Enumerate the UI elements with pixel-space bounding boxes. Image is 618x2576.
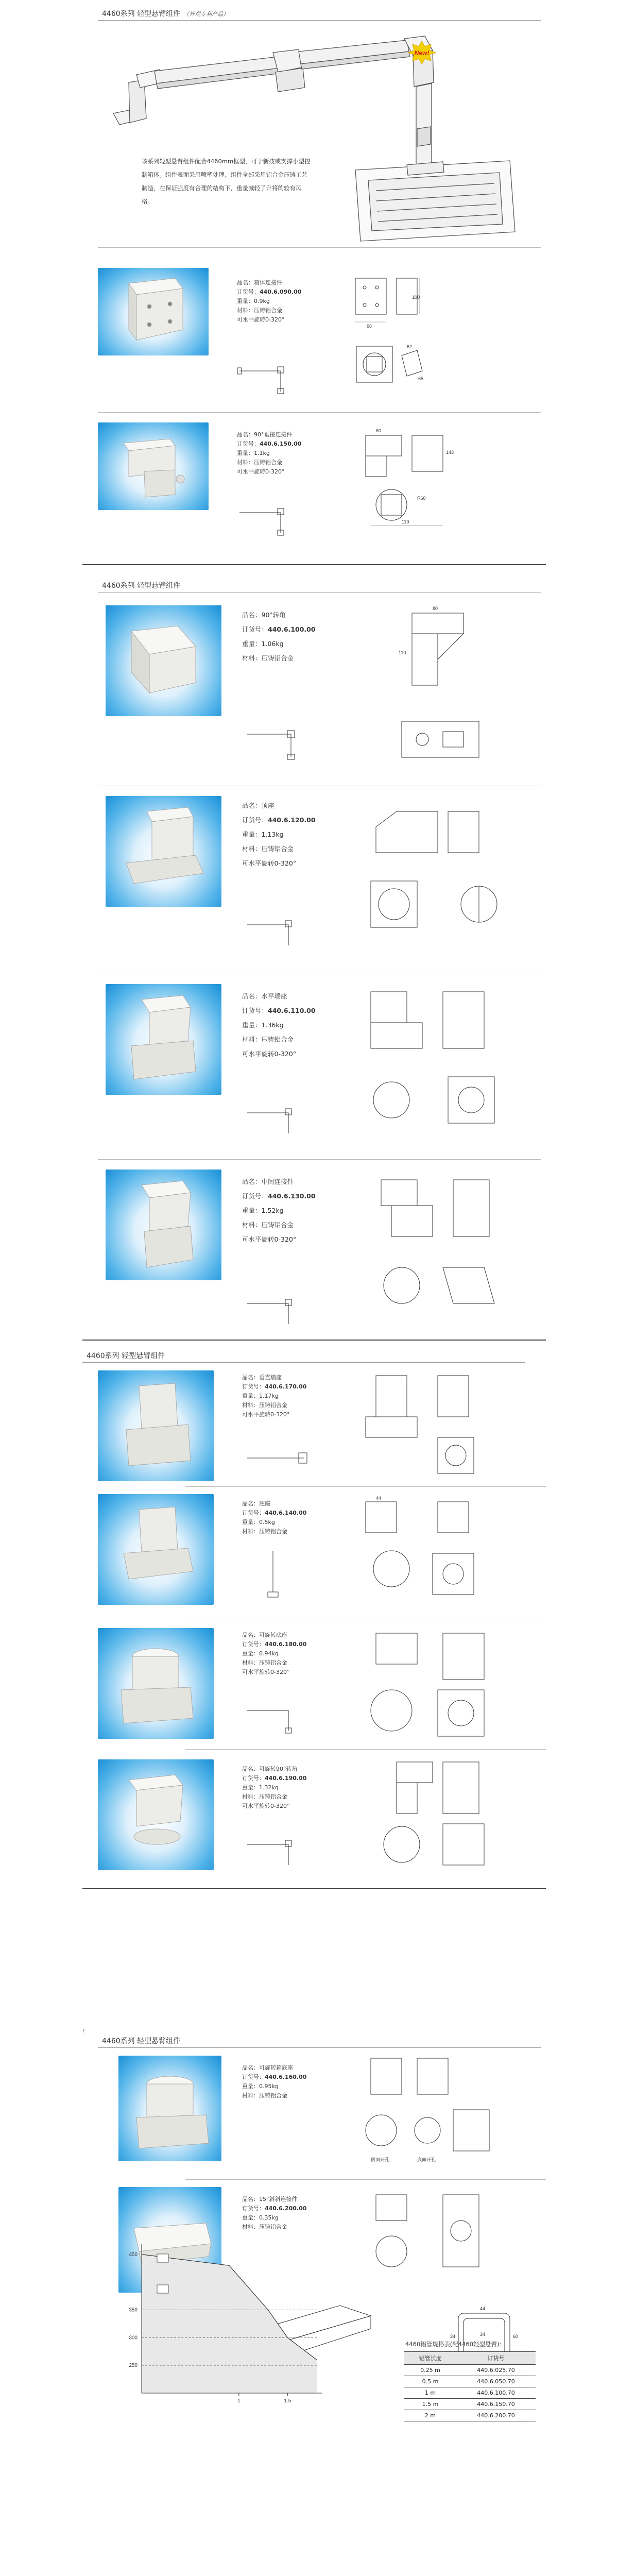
weight-value: 0.5kg bbox=[259, 1519, 275, 1526]
name-label: 品名： bbox=[242, 2196, 259, 2202]
order-number: 440.6.120.00 bbox=[268, 816, 316, 824]
product-photo bbox=[98, 1628, 214, 1739]
table-cell: 440.6.025.70 bbox=[456, 2365, 536, 2376]
order-number: 440.6.200.00 bbox=[265, 2205, 307, 2212]
tech-drawing bbox=[360, 981, 505, 1059]
order-label: 订货号： bbox=[242, 1775, 265, 1782]
chart-x-tick: 1 bbox=[237, 2398, 241, 2404]
dim-label: 110 bbox=[402, 519, 409, 524]
section-header-1 bbox=[98, 5, 541, 21]
tech-drawing bbox=[350, 273, 422, 335]
chart-box-icon bbox=[157, 2285, 168, 2293]
weight-label: 重量： bbox=[242, 1784, 259, 1791]
name-label: 品名： bbox=[242, 992, 262, 1000]
chart-box-icon bbox=[157, 2254, 168, 2262]
weight-label: 重量： bbox=[242, 1207, 262, 1214]
tech-drawing bbox=[355, 1072, 510, 1128]
section-title: 4460系列 轻型悬臂组件 bbox=[102, 2037, 181, 2045]
dim-label: 60 bbox=[513, 2334, 519, 2339]
material-label: 材料： bbox=[242, 1036, 262, 1043]
product-name: 水平墙座 bbox=[261, 992, 287, 1000]
section-header-2 bbox=[98, 577, 541, 592]
rotate-note: 可水平旋转0-320° bbox=[242, 1803, 290, 1809]
chart-y-tick: 350 bbox=[129, 2307, 138, 2313]
weight-label: 重量： bbox=[242, 2083, 259, 2090]
material-value: 压铸铝合金 bbox=[254, 307, 282, 314]
product-spec bbox=[242, 2195, 306, 2232]
name-label: 品名： bbox=[242, 802, 262, 809]
material-value: 压铸铝合金 bbox=[261, 654, 294, 662]
order-number: 440.6.160.00 bbox=[265, 2074, 307, 2080]
weight-value: 0.94kg bbox=[259, 1650, 279, 1657]
divider bbox=[185, 1486, 546, 1487]
chart-x-tick: 1.5 bbox=[284, 2398, 291, 2404]
table-cell: 440.6.200.70 bbox=[456, 2410, 536, 2421]
divider bbox=[185, 1749, 546, 1750]
usage-sketch bbox=[242, 1443, 319, 1479]
material-label: 材料： bbox=[242, 1221, 262, 1229]
dim-label: R60 bbox=[417, 496, 426, 501]
product-name: 90°转角 bbox=[261, 611, 286, 619]
name-label: 品名： bbox=[242, 2064, 259, 2071]
product-photo bbox=[118, 2056, 221, 2161]
product-name: 箱体连接件 bbox=[254, 279, 282, 286]
new-badge-text: New! bbox=[414, 49, 430, 57]
dim-label: 34 bbox=[480, 2332, 486, 2337]
material-value: 压铸铝合金 bbox=[259, 2092, 287, 2099]
table-cell: 440.6.150.70 bbox=[456, 2399, 536, 2410]
rotate-note: 可水平旋转0-320° bbox=[242, 1235, 297, 1243]
product-spec bbox=[242, 1631, 306, 1677]
material-value: 压铸铝合金 bbox=[261, 1036, 294, 1043]
dim-label: 110 bbox=[399, 650, 406, 655]
weight-label: 重量： bbox=[242, 640, 262, 648]
order-number: 440.6.140.00 bbox=[265, 1510, 307, 1516]
usage-sketch bbox=[234, 502, 301, 538]
order-label: 订货号： bbox=[242, 2074, 265, 2080]
table-caption: 4460铝管规格表(配4460轻型悬臂)： bbox=[405, 2341, 506, 2348]
material-label: 材料： bbox=[242, 845, 262, 853]
dim-label: 62 bbox=[407, 344, 413, 349]
order-label: 订货号： bbox=[242, 1383, 265, 1390]
tech-drawing bbox=[350, 340, 427, 402]
name-label: 品名： bbox=[242, 611, 262, 619]
product-name: 顶座 bbox=[261, 802, 274, 809]
table-row bbox=[404, 2365, 536, 2376]
product-photo bbox=[98, 268, 209, 355]
product-name: 可旋转90°转角 bbox=[259, 1766, 298, 1772]
product-photo bbox=[98, 422, 209, 510]
name-label: 品名： bbox=[237, 431, 254, 438]
drawing-caption: 侧面开孔 bbox=[371, 2157, 390, 2162]
weight-label: 重量： bbox=[242, 1650, 259, 1657]
order-number: 440.6.180.00 bbox=[265, 1641, 307, 1648]
load-chart bbox=[111, 2239, 337, 2409]
hero-arm-illustration bbox=[108, 26, 541, 242]
product-photo bbox=[98, 1370, 214, 1481]
material-label: 材料： bbox=[242, 1528, 259, 1535]
tech-drawing bbox=[366, 796, 489, 863]
dim-label: 80 bbox=[433, 606, 438, 611]
dim-label: 34 bbox=[450, 2334, 456, 2339]
profile-spec-table bbox=[404, 2339, 536, 2421]
order-number: 440.6.090.00 bbox=[260, 289, 302, 295]
weight-value: 1.1kg bbox=[254, 450, 270, 456]
divider bbox=[98, 412, 541, 413]
material-label: 材料： bbox=[242, 2092, 259, 2099]
product-spec bbox=[242, 1765, 306, 1811]
dim-label: 80 bbox=[376, 428, 382, 433]
material-label: 材料： bbox=[242, 2224, 259, 2230]
weight-label: 重量： bbox=[242, 1021, 262, 1029]
material-value: 压铸铝合金 bbox=[259, 1659, 287, 1666]
table-cell: 440.6.050.70 bbox=[456, 2376, 536, 2387]
material-value: 压铸铝合金 bbox=[259, 1793, 287, 1800]
dim-label: 66 bbox=[367, 324, 372, 329]
material-value: 压铸铝合金 bbox=[254, 459, 282, 466]
product-spec bbox=[242, 799, 316, 871]
product-spec bbox=[242, 608, 316, 666]
order-label: 订货号： bbox=[242, 1192, 268, 1200]
rotate-note: 可水平旋转0-320° bbox=[237, 468, 285, 475]
name-label: 品名： bbox=[242, 1766, 259, 1772]
section-title: 4460系列 轻型悬臂组件 bbox=[102, 10, 181, 18]
weight-value: 0.35kg bbox=[259, 2214, 279, 2221]
product-spec bbox=[242, 2063, 306, 2100]
divider bbox=[185, 2179, 546, 2180]
order-label: 订货号： bbox=[242, 816, 268, 824]
product-spec bbox=[242, 1499, 306, 1536]
dim-label: 143 bbox=[446, 450, 454, 455]
rotate-note: 可水平旋转0-320° bbox=[242, 1050, 297, 1058]
tech-drawing bbox=[391, 603, 494, 698]
section-header-4 bbox=[98, 2032, 541, 2048]
order-number: 440.6.100.00 bbox=[268, 625, 316, 633]
product-name: 可旋转底座 bbox=[259, 1632, 287, 1638]
product-name: 中间连接件 bbox=[261, 1178, 294, 1185]
divider bbox=[98, 247, 541, 248]
product-spec bbox=[242, 1373, 306, 1419]
product-photo bbox=[106, 796, 221, 907]
product-name: 可旋转箱底座 bbox=[259, 2064, 293, 2071]
weight-value: 1.13kg bbox=[261, 831, 284, 838]
tech-drawing bbox=[371, 1170, 505, 1247]
chart-y-tick: 250 bbox=[129, 2363, 138, 2369]
table-cell: 0.25 m bbox=[404, 2365, 456, 2376]
table-header: 铝管长度 bbox=[404, 2352, 456, 2365]
rotate-note: 可水平旋转0-320° bbox=[242, 1669, 290, 1675]
tech-drawing bbox=[360, 484, 464, 531]
table-row bbox=[404, 2410, 536, 2421]
tech-drawing bbox=[360, 1370, 484, 1484]
tech-drawing bbox=[360, 1628, 494, 1747]
rotate-note: 可水平旋转0-320° bbox=[237, 316, 285, 323]
order-number: 440.6.150.00 bbox=[260, 440, 302, 447]
table-cell: 1 m bbox=[404, 2387, 456, 2399]
name-label: 品名： bbox=[242, 1632, 259, 1638]
product-photo bbox=[106, 605, 221, 716]
table-cell: 440.6.100.70 bbox=[456, 2387, 536, 2399]
weight-label: 重量： bbox=[242, 1393, 259, 1399]
order-label: 订货号： bbox=[237, 440, 260, 447]
name-label: 品名： bbox=[237, 279, 254, 286]
section-title: 4460系列 轻型悬臂组件 bbox=[102, 582, 181, 590]
material-value: 压铸铝合金 bbox=[261, 1221, 294, 1229]
usage-sketch bbox=[242, 1700, 309, 1736]
table-row bbox=[404, 2376, 536, 2387]
section-header-3 bbox=[82, 1347, 525, 1363]
order-number: 440.6.170.00 bbox=[265, 1383, 307, 1390]
dim-label: 44 bbox=[480, 2306, 486, 2311]
intro-paragraph: 该系列轻型悬臂组件配合4460mm框型，可于新技或支撑小型控制箱体。组件表面采用喷塑处理。组件全部采用铝合金压铸工艺制造，在保证强度有合理的结构下，重量减轻了升将的较有风格。 bbox=[142, 158, 311, 205]
tech-drawing bbox=[371, 1257, 505, 1314]
order-label: 订货号： bbox=[242, 1007, 268, 1014]
table-cell: 2 m bbox=[404, 2410, 456, 2421]
material-value: 压铸铝合金 bbox=[261, 845, 294, 853]
name-label: 品名： bbox=[242, 1374, 259, 1381]
drawing-caption: 底面开孔 bbox=[417, 2157, 436, 2162]
product-photo bbox=[98, 1494, 214, 1605]
order-number: 440.6.130.00 bbox=[268, 1192, 316, 1200]
product-photo bbox=[98, 1759, 214, 1870]
chart-y-tick: 300 bbox=[129, 2335, 138, 2341]
order-number: 440.6.110.00 bbox=[268, 1007, 316, 1014]
usage-sketch bbox=[242, 1293, 309, 1329]
weight-value: 0.9kg bbox=[254, 298, 270, 304]
table-row bbox=[404, 2399, 536, 2410]
tech-drawing bbox=[360, 2053, 494, 2172]
order-label: 订货号： bbox=[242, 1641, 265, 1648]
tech-drawing bbox=[391, 711, 494, 768]
dim-label: 100 bbox=[412, 295, 420, 300]
table-row bbox=[404, 2387, 536, 2399]
section-subtitle: （外观专利产品） bbox=[183, 11, 229, 18]
weight-label: 重量： bbox=[237, 298, 254, 304]
table-cell: 0.5 m bbox=[404, 2376, 456, 2387]
weight-value: 1.17kg bbox=[259, 1393, 279, 1399]
material-value: 压铸铝合金 bbox=[259, 1402, 287, 1409]
tech-drawing bbox=[360, 1757, 494, 1870]
material-label: 材料： bbox=[237, 459, 254, 466]
new-badge bbox=[407, 40, 437, 65]
page-mark: r bbox=[82, 2028, 85, 2034]
material-label: 材料： bbox=[242, 654, 262, 662]
tech-drawing bbox=[360, 1497, 489, 1600]
usage-sketch bbox=[242, 914, 309, 951]
usage-sketch bbox=[234, 361, 301, 397]
rotate-note: 可水平旋转0-320° bbox=[242, 859, 297, 867]
chart-y-tick: 450 bbox=[129, 2251, 138, 2258]
order-label: 订货号： bbox=[237, 289, 260, 295]
page-divider bbox=[82, 564, 546, 565]
weight-value: 1.32kg bbox=[259, 1784, 279, 1791]
weight-value: 0.95kg bbox=[259, 2083, 279, 2090]
material-label: 材料： bbox=[237, 307, 254, 314]
chart-area bbox=[142, 2255, 317, 2393]
usage-sketch bbox=[242, 1834, 309, 1870]
tech-drawing bbox=[366, 2190, 494, 2282]
dim-label: 44 bbox=[376, 1496, 382, 1501]
page-divider bbox=[82, 1888, 546, 1889]
page-divider bbox=[82, 1340, 546, 1341]
material-label: 材料： bbox=[242, 1659, 259, 1666]
material-value: 压铸铝合金 bbox=[259, 2224, 287, 2230]
usage-sketch bbox=[242, 1103, 309, 1139]
order-number: 440.6.190.00 bbox=[265, 1775, 307, 1782]
product-name: 垂直墙座 bbox=[259, 1374, 282, 1381]
order-label: 订货号： bbox=[242, 625, 268, 633]
product-photo bbox=[106, 1170, 221, 1280]
divider bbox=[98, 1159, 541, 1160]
name-label: 品名： bbox=[242, 1178, 262, 1185]
product-spec bbox=[242, 989, 316, 1061]
weight-label: 重量： bbox=[237, 450, 254, 456]
product-spec bbox=[237, 430, 301, 477]
weight-value: 1.06kg bbox=[261, 640, 284, 648]
usage-sketch bbox=[258, 1546, 288, 1602]
usage-sketch bbox=[242, 721, 309, 762]
material-label: 材料： bbox=[242, 1793, 259, 1800]
material-value: 压铸铝合金 bbox=[259, 1528, 287, 1535]
section-title: 4460系列 轻型悬臂组件 bbox=[87, 1352, 165, 1360]
weight-label: 重量： bbox=[242, 831, 262, 838]
material-label: 材料： bbox=[242, 1402, 259, 1409]
product-name: 90°垂接连接件 bbox=[254, 431, 293, 438]
name-label: 品名： bbox=[242, 1500, 259, 1507]
product-spec bbox=[237, 278, 301, 325]
tech-drawing bbox=[355, 425, 453, 482]
rotate-note: 可水平旋转0-320° bbox=[242, 1411, 290, 1418]
weight-value: 1.52kg bbox=[261, 1207, 284, 1214]
table-cell: 1.5 m bbox=[404, 2399, 456, 2410]
weight-value: 1.36kg bbox=[261, 1021, 284, 1029]
dim-label: 65 bbox=[418, 376, 424, 381]
product-spec bbox=[242, 1175, 316, 1247]
order-label: 订货号： bbox=[242, 1510, 265, 1516]
weight-label: 重量： bbox=[242, 2214, 259, 2221]
table-header: 订货号 bbox=[456, 2352, 536, 2365]
product-name: 底座 bbox=[259, 1500, 270, 1507]
product-name: 15°斜斜连接件 bbox=[259, 2196, 298, 2202]
tech-drawing bbox=[355, 876, 510, 933]
product-photo bbox=[106, 984, 221, 1095]
order-label: 订货号： bbox=[242, 2205, 265, 2212]
weight-label: 重量： bbox=[242, 1519, 259, 1526]
